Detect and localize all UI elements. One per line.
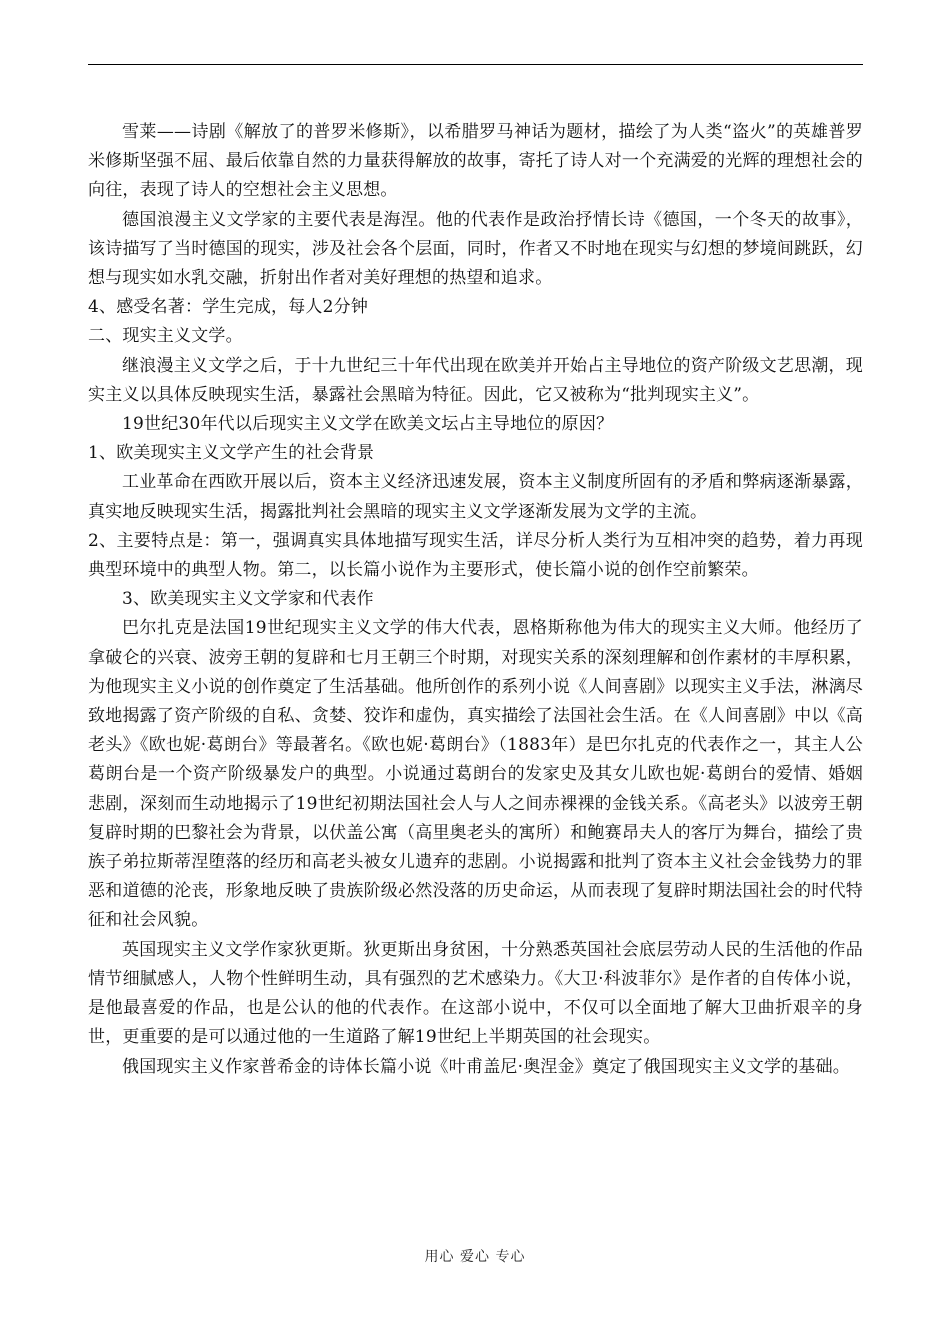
- subheading-writers-works: 3、欧美现实主义文学家和代表作: [122, 589, 374, 610]
- header-rule: [88, 64, 863, 65]
- item-appreciate-classics: 4、感受名著：学生完成，每人2分钟: [88, 297, 369, 318]
- paragraph-industrial-revolution: 工业革命在西欧开展以后，资本主义经济迅速发展，资本主义制度所固有的矛盾和弊病逐渐暴露，真实地反映现实生活，揭露批判社会黑暗的现实主义文学逐渐发展为文学的主流。: [88, 472, 863, 522]
- paragraph-realism-definition: 继浪漫主义文学之后，于十九世纪三十年代出现在欧美并开始占主导地位的资产阶级文艺思潮，现实主义以具体反映现实生活，暴露社会黑暗为特征。因此，它又被称为“批判现实主义”。: [88, 355, 863, 405]
- question-realism-dominance: 19世纪30年代以后现实主义文学在欧美文坛占主导地位的原因？: [122, 414, 614, 435]
- section-heading-realism: 二、现实主义文学。: [88, 326, 243, 347]
- paragraph-shelley: 雪莱——诗剧《解放了的普罗米修斯》，以希腊罗马神话为题材，描绘了为人类“盗火”的英雄普罗米修斯坚强不屈、最后依靠自然的力量获得解放的故事，寄托了诗人对一个充满爱的光辉的理想社会的向往，表现了诗人的空想社会主义思想。: [88, 122, 863, 201]
- paragraph-dickens: 英国现实主义文学作家狄更斯。狄更斯出身贫困，十分熟悉英国社会底层劳动人民的生活他的作品情节细腻感人，人物个性鲜明生动，具有强烈的艺术感染力。《大卫·科波菲尔》是作者的自传体小说，是他最喜爱的作品，也是公认的他的代表作。在这部小说中，不仅可以全面地了解大卫曲折艰辛的身世，更重要的是可以通过他的一生道路了解19世纪上半期英国的社会现实。: [88, 939, 863, 1048]
- paragraph-main-features: 2、主要特点是：第一，强调真实具体地描写现实生活，详尽分析人类行为互相冲突的趋势，着力再现典型环境中的典型人物。第二，以长篇小说作为主要形式，使长篇小说的创作空前繁荣。: [88, 530, 863, 581]
- paragraph-balzac: 巴尔扎克是法国19世纪现实主义文学的伟大代表，恩格斯称他为伟大的现实主义大师。他经历了拿破仑的兴衰、波旁王朝的复辟和七月王朝三个时期，对现实关系的深刻理解和创作素材的丰厚积累，为他现实主义小说的创作奠定了生活基础。他所创作的系列小说《人间喜剧》以现实主义手法，淋漓尽致地揭露了资产阶级的自私、贪婪、狡诈和虚伪，真实描绘了法国社会生活。在《人间喜剧》中以《高老头》《欧也妮·葛朗台》等最著名。《欧也妮·葛朗台》（1883年）是巴尔扎克的代表作之一，其主人公葛朗台是一个资产阶级暴发户的典型。小说通过葛朗台的发家史及其女儿欧也妮·葛朗台的爱情、婚姻悲剧，深刻而生动地揭示了19世纪初期法国社会人与人之间赤裸裸的金钱关系。《高老头》以波旁王朝复辟时期的巴黎社会为背景，以伏盖公寓（高里奥老头的寓所）和鲍赛昂夫人的客厅为舞台，描绘了贵族子弟拉斯蒂涅堕落的经历和高老头被女儿遗弃的悲剧。小说揭露和批判了资本主义社会金钱势力的罪恶和道德的沦丧，形象地反映了贵族阶级必然没落的历史命运，从而表现了复辟时期法国社会的时代特征和社会风貌。: [88, 618, 863, 931]
- paragraph-heine: 德国浪漫主义文学家的主要代表是海涅。他的代表作是政治抒情长诗《德国，一个冬天的故事》，该诗描写了当时德国的现实，涉及社会各个层面，同时，作者又不时地在现实与幻想的梦境间跳跃，幻想与现实如水乳交融，折射出作者对美好理想的热望和追求。: [88, 209, 863, 289]
- page-footer: 用心 爱心 专心: [424, 1249, 526, 1265]
- paragraph-pushkin: 俄国现实主义作家普希金的诗体长篇小说《叶甫盖尼·奥涅金》奠定了俄国现实主义文学的基础。: [122, 1056, 851, 1077]
- subheading-social-background: 1、欧美现实主义文学产生的社会背景: [88, 443, 375, 464]
- document-body: [88, 118, 863, 1082]
